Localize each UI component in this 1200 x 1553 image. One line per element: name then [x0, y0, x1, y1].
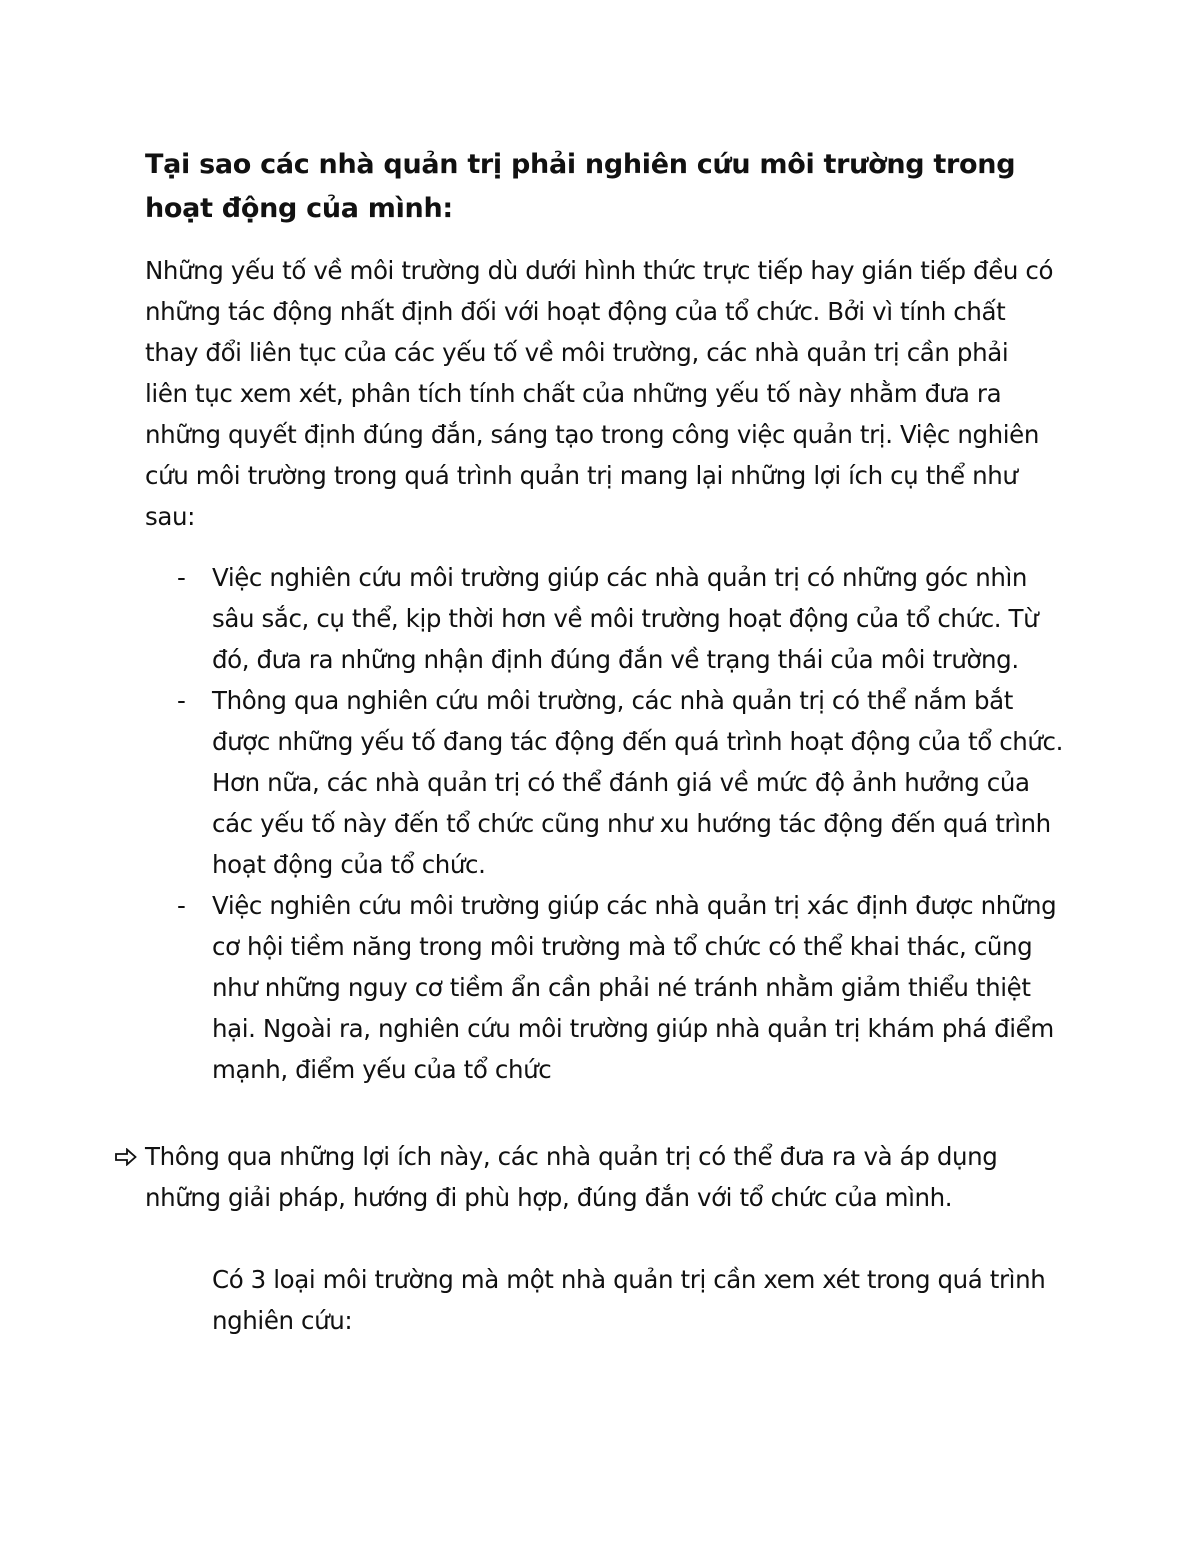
list-item-text: Việc nghiên cứu môi trường giúp các nhà quản trị xác định được những cơ hội tiềm năng trong môi trường mà tổ chức có thể khai thác, cũng như những nguy cơ tiềm ẩn cần phải né tránh nhằm giảm thiểu thiệt hại. Ngoài ra, nghiên cứu môi trường giúp nhà quản trị khám phá điểm mạnh, điểm yếu của tổ chức: [212, 891, 1057, 1084]
bullet-dash: -: [177, 686, 186, 715]
document-heading: Tại sao các nhà quản trị phải nghiên cứu môi trường trong hoạt động của mình:: [145, 149, 1016, 224]
list-item: [145, 557, 1075, 680]
outline-right-arrow-icon: [115, 1148, 137, 1166]
list-item: [145, 885, 1075, 1090]
list-item: [145, 680, 1075, 885]
benefits-list: [145, 557, 1075, 1090]
conclusion-text: Thông qua những lợi ích này, các nhà quản trị có thể đưa ra và áp dụng những giải pháp, hướng đi phù hợp, đúng đắn với tổ chức của mình.: [145, 1142, 998, 1212]
bullet-dash: -: [177, 891, 186, 920]
list-item-text: Thông qua nghiên cứu môi trường, các nhà quản trị có thể nắm bắt được những yếu tố đang tác động đến quá trình hoạt động của tổ chức. Hơn nữa, các nhà quản trị có thể đánh giá về mức độ ảnh hưởng của các yếu tố này đến tổ chức cũng như xu hướng tác động đến quá trình hoạt động của tổ chức.: [212, 686, 1064, 879]
environment-types-intro: Có 3 loại môi trường mà một nhà quản trị cần xem xét trong quá trình nghiên cứu:: [212, 1265, 1046, 1335]
list-item-text: Việc nghiên cứu môi trường giúp các nhà quản trị có những góc nhìn sâu sắc, cụ thể, kịp thời hơn về môi trường hoạt động của tổ chức. Từ đó, đưa ra những nhận định đúng đắn về trạng thái của môi trường.: [212, 563, 1039, 674]
intro-paragraph: Những yếu tố về môi trường dù dưới hình thức trực tiếp hay gián tiếp đều có những tác động nhất định đối với hoạt động của tổ chức. Bởi vì tính chất thay đổi liên tục của các yếu tố về môi trường, các nhà quản trị cần phải liên tục xem xét, phân tích tính chất của những yếu tố này nhằm đưa ra những quyết định đúng đắn, sáng tạo trong công việc quản trị. Việc nghiên cứu môi trường trong quá trình quản trị mang lại những lợi ích cụ thể như sau:: [145, 256, 1054, 531]
conclusion-paragraph: [145, 1136, 1065, 1218]
bullet-dash: -: [177, 563, 186, 592]
